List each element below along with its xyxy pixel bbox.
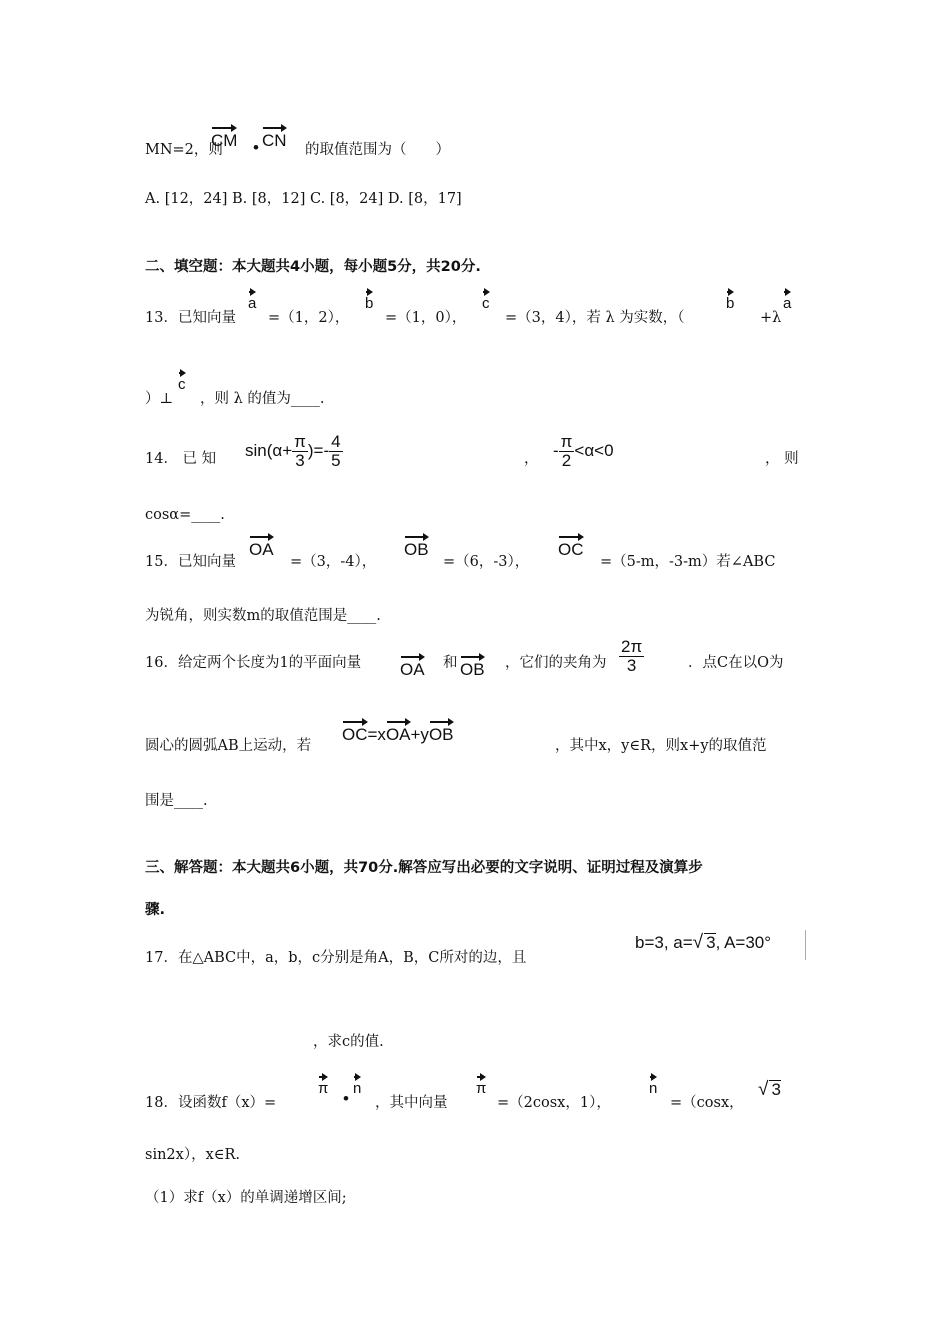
vector-oc: OC	[558, 535, 584, 558]
q18-n-value: =（cosx，	[670, 1095, 744, 1111]
q18-m-value: =（2cosx，1），	[497, 1095, 611, 1111]
q14-sin-equation: sin(α+ $\frac{\pi}{3}$ )=- $\frac{4}{5}$	[245, 432, 341, 470]
q13-plus-lambda: +λ	[760, 310, 782, 326]
q12-options: A. [12，24] B. [8，12] C. [8，24] D. [8，17]	[145, 191, 462, 207]
section2-title: 二、填空题：本大题共4小题，每小题5分，共20分.	[145, 259, 481, 275]
q18-sqrt3: √ 3	[758, 1079, 781, 1100]
q16-line3: 围是____.	[145, 793, 208, 809]
q15-ob-value: =（6，-3），	[443, 554, 530, 570]
q15-oa-value: =（3，-4），	[290, 554, 377, 570]
vector-n: n	[353, 1075, 361, 1096]
q15-line2: 为锐角，则实数m的取值范围是____.	[145, 608, 381, 624]
q13-a-value: =（1，2），	[268, 310, 350, 326]
q18-part1: （1）求f（x）的单调递增区间;	[145, 1190, 347, 1206]
q12-text-pre: MN=2，则	[145, 142, 223, 158]
q14-number: 14． 已 知	[145, 451, 217, 467]
section3-title-line1: 三、解答题：本大题共6小题，共70分.解答应写出必要的文字说明、证明过程及演算步	[145, 860, 703, 876]
vector-a-2: a	[783, 290, 791, 311]
q13-c-value: =（3，4），若 λ 为实数，（	[505, 310, 685, 326]
q16-angle: ，它们的夹角为	[505, 655, 607, 671]
q17-conditions: b=3, a=√ 3, A=30°	[635, 932, 772, 953]
vector-oa-q16: OA	[400, 655, 425, 678]
vector-c-2: c	[178, 371, 186, 392]
vector-b-2: b	[726, 290, 734, 311]
dot-product-symbol: •	[253, 138, 259, 157]
q13-line2-post: ，则 λ 的值为____.	[200, 391, 325, 407]
q16-linear-combination: OC=xOA+yOB	[342, 720, 454, 743]
q15-number: 15．已知向量	[145, 554, 236, 570]
q12-text-post: 的取值范围为（ ）	[305, 142, 450, 158]
q16-line2-pre: 圆心的圆弧AB上运动，若	[145, 738, 312, 754]
q18-mid: ，其中向量	[375, 1095, 448, 1111]
q16-line2-post: ，其中x，y∈R，则x+y的取值范	[555, 738, 767, 754]
q13-b-value: =（1，0），	[385, 310, 467, 326]
q15-oc-value: =（5-m，-3-m）若∠ABC	[600, 554, 776, 570]
q16-number: 16．给定两个长度为1的平面向量	[145, 655, 362, 671]
vector-ob-q16: OB	[460, 655, 485, 678]
q16-two-pi-over-three: $\frac{2\pi}{3}$	[621, 637, 643, 675]
q18-number: 18．设函数f（x）=	[145, 1095, 277, 1111]
vector-b: b	[365, 290, 373, 311]
vector-m: π	[318, 1075, 328, 1096]
q13-line2-pre: ）⊥	[145, 391, 174, 407]
q16-after: ．点C在以O为	[688, 655, 784, 671]
vector-n-2: n	[649, 1075, 657, 1096]
vector-m-2: π	[476, 1075, 486, 1096]
q18-dot: •	[343, 1089, 349, 1108]
q14-comma: ，	[524, 451, 539, 467]
section3-title-line2: 骤.	[145, 902, 166, 918]
q18-line2: sin2x），x∈R.	[145, 1147, 241, 1163]
vector-c: c	[482, 290, 490, 311]
vector-oa: OA	[249, 535, 274, 558]
q14-alpha-range: - $\frac{\pi}{2}$ <α<0	[553, 432, 614, 470]
vector-cn: CN	[262, 126, 287, 149]
q13-number: 13．已知向量	[145, 310, 236, 326]
formula-border	[805, 930, 806, 960]
vector-ob: OB	[404, 535, 429, 558]
q16-and: 和	[443, 655, 458, 671]
q17-text: 17．在△ABC中，a，b，c分别是角A，B，C所对的边，且	[145, 950, 527, 966]
vector-a: a	[248, 290, 256, 311]
vector-cm: CM	[211, 126, 237, 149]
q14-line2: cosα=____.	[145, 507, 225, 523]
q14-then: ， 则	[765, 451, 799, 467]
q17-line2: ，求c的值.	[313, 1034, 384, 1050]
